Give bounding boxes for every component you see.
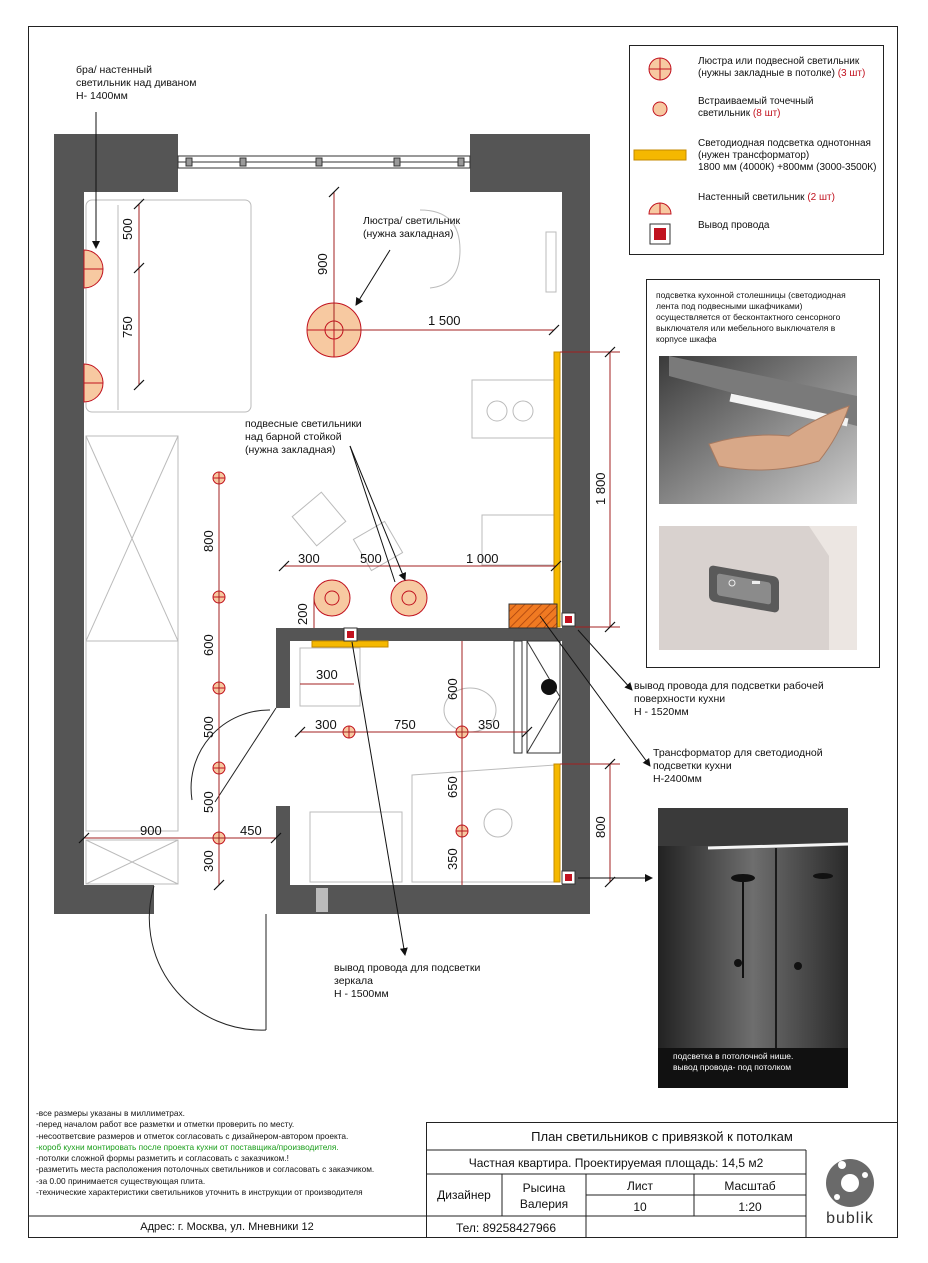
recessed-spots	[213, 472, 468, 844]
annotation-transformer: Трансформатор для светодиодной подсветки кухни Н-2400мм	[653, 747, 823, 785]
dim-600-a: 600	[201, 634, 216, 656]
wall-bath-left-lower	[276, 806, 290, 886]
legend-label: Вывод провода	[698, 220, 770, 231]
window	[178, 156, 470, 168]
wall-right	[562, 134, 590, 914]
dim-800-a: 800	[201, 530, 216, 552]
legend-count: (3 шт)	[837, 68, 866, 79]
annotation-kitchen-wire: вывод провода для подсветки рабочей поверхности кухни Н - 1520мм	[634, 680, 824, 718]
spot-light-icon	[630, 96, 688, 122]
led-strip-kitchen	[554, 352, 560, 627]
phone: Тел: 89258427966	[455, 1221, 556, 1235]
address: Адрес: г. Москва, ул. Мневники 12	[140, 1221, 314, 1233]
wall-top-right	[470, 134, 562, 192]
dim-600-b: 600	[445, 678, 460, 700]
dim-300-c: 300	[315, 717, 337, 732]
legend-label: Настенный светильник	[698, 192, 805, 203]
dim-1800: 1 800	[593, 472, 608, 505]
kitchen-photo-box	[646, 279, 880, 668]
note-line-highlight: -короб кухни монтировать после проекта кухни от поставщика/производителя.	[36, 1141, 339, 1152]
bath-photo-caption: подсветка в потолочной нише. вывод провода- под потолком	[673, 1051, 794, 1072]
wall-left	[54, 134, 84, 914]
sheet-label: Лист	[626, 1179, 654, 1193]
legend	[629, 45, 884, 255]
note-line: -разметить места расположения потолочных светильников и согласовать с заказчиком.	[36, 1164, 375, 1175]
annotation-chandelier: Люстра/ светильник (нужна закладная)	[363, 215, 461, 240]
dim-900-a: 900	[315, 253, 330, 275]
annotation-pendants: подвесные светильники над барной стойкой (нужна закладная)	[245, 418, 362, 456]
dim-750-b: 750	[394, 717, 416, 732]
logo-wordmark: bublik	[826, 1210, 874, 1227]
note-line: -за 0.00 принимается существующая плита.	[36, 1175, 206, 1186]
doors	[149, 708, 328, 1030]
legend-label: Встраиваемый точечный светильник	[698, 96, 814, 119]
dim-350-a: 350	[478, 717, 500, 732]
dim-450: 450	[240, 823, 262, 838]
dim-800-b: 800	[593, 816, 608, 838]
wall-bath-left-upper	[276, 628, 290, 708]
sheet-subtitle: Частная квартира. Проектируемая площадь: 14,5 м2	[468, 1156, 764, 1170]
designer-name: Рысина Валерия	[519, 1181, 569, 1211]
dim-350-b: 350	[445, 848, 460, 870]
dim-750-a: 750	[120, 316, 135, 338]
dim-500-d: 500	[360, 551, 382, 566]
bath-niche	[514, 641, 560, 753]
note-line: -технические характеристики светильников уточнить в инструкции от производителя	[36, 1187, 363, 1198]
legend-count: (2 шт)	[807, 192, 835, 203]
legend-label: Люстра или подвесной светильник (нужны закладные в потолке)	[698, 56, 860, 79]
annotation-sconce: бра/ настенный светильник над диваном Н- 1400мм	[76, 64, 197, 102]
legend-count: (8 шт)	[752, 108, 781, 119]
scale-label: Масштаб	[724, 1179, 776, 1193]
sheet-title: План светильников с привязкой к потолкам	[531, 1129, 793, 1144]
dimension-lines	[84, 192, 620, 885]
general-notes	[36, 1108, 374, 1198]
dim-1000: 1 000	[466, 551, 499, 566]
dim-300-d: 300	[201, 850, 216, 872]
dim-900-b: 900	[140, 823, 162, 838]
dim-1500: 1 500	[428, 313, 461, 328]
bublik-logo	[815, 1155, 885, 1235]
note-line: -все размеры указаны в миллиметрах.	[36, 1108, 185, 1118]
designer-label: Дизайнер	[437, 1188, 491, 1202]
led-hand-photo	[659, 356, 857, 504]
sheet-number: 10	[633, 1200, 647, 1214]
dim-200: 200	[295, 603, 310, 625]
wire-output-icon	[630, 220, 688, 246]
led-strip-mirror	[312, 641, 388, 647]
dim-650: 650	[445, 776, 460, 798]
note-line: -потолки сложной формы разметить и согласовать с заказчиком.!	[36, 1153, 289, 1164]
pendant-fixtures	[307, 303, 427, 616]
annotation-mirror-wire: вывод провода для подсветки зеркала Н - 1500мм	[334, 962, 481, 1000]
wall-sconces	[84, 250, 103, 402]
dim-300-b: 300	[316, 667, 338, 682]
furniture	[86, 200, 560, 884]
scale-value: 1:20	[738, 1200, 762, 1214]
legend-label: Светодиодная подсветка однотонная (нужен трансформатор) 1800 мм (4000К) +800мм (3000-3500К)	[698, 138, 877, 173]
dim-500-a: 500	[120, 218, 135, 240]
note-line: -перед началом работ все разметки и отметки проверить по месту.	[36, 1119, 295, 1130]
niche-outlet-icon	[541, 679, 557, 695]
wall-bath-top	[290, 628, 562, 641]
led-strip-icon	[630, 138, 688, 164]
bublik-logo-icon	[815, 1155, 885, 1215]
wall-top-left	[54, 134, 178, 192]
kitchen-photo-caption: подсветка кухонной столешницы (светодиодная лента под подвесными шкафчиками) осуществляется от бесконтактного сенсорного выключателя или мебельного выключателя в корпусе шкафа	[656, 290, 846, 344]
bath-niche-photo	[658, 808, 848, 1088]
chandelier-icon	[630, 56, 688, 82]
walls	[54, 134, 590, 914]
dim-500-b: 500	[201, 716, 216, 738]
wall-bottom-left	[54, 885, 154, 914]
dimension-ticks	[79, 187, 615, 890]
switch-photo	[659, 526, 857, 650]
dim-300-a: 300	[298, 551, 320, 566]
dim-500-c: 500	[201, 791, 216, 813]
wall-sconce-icon	[630, 192, 688, 218]
note-line: -несоответсвие размеров и отметок согласовать с дизайнером-автором проекта.	[36, 1130, 349, 1141]
transformer	[509, 604, 557, 628]
led-strip-bath-niche	[554, 764, 560, 882]
